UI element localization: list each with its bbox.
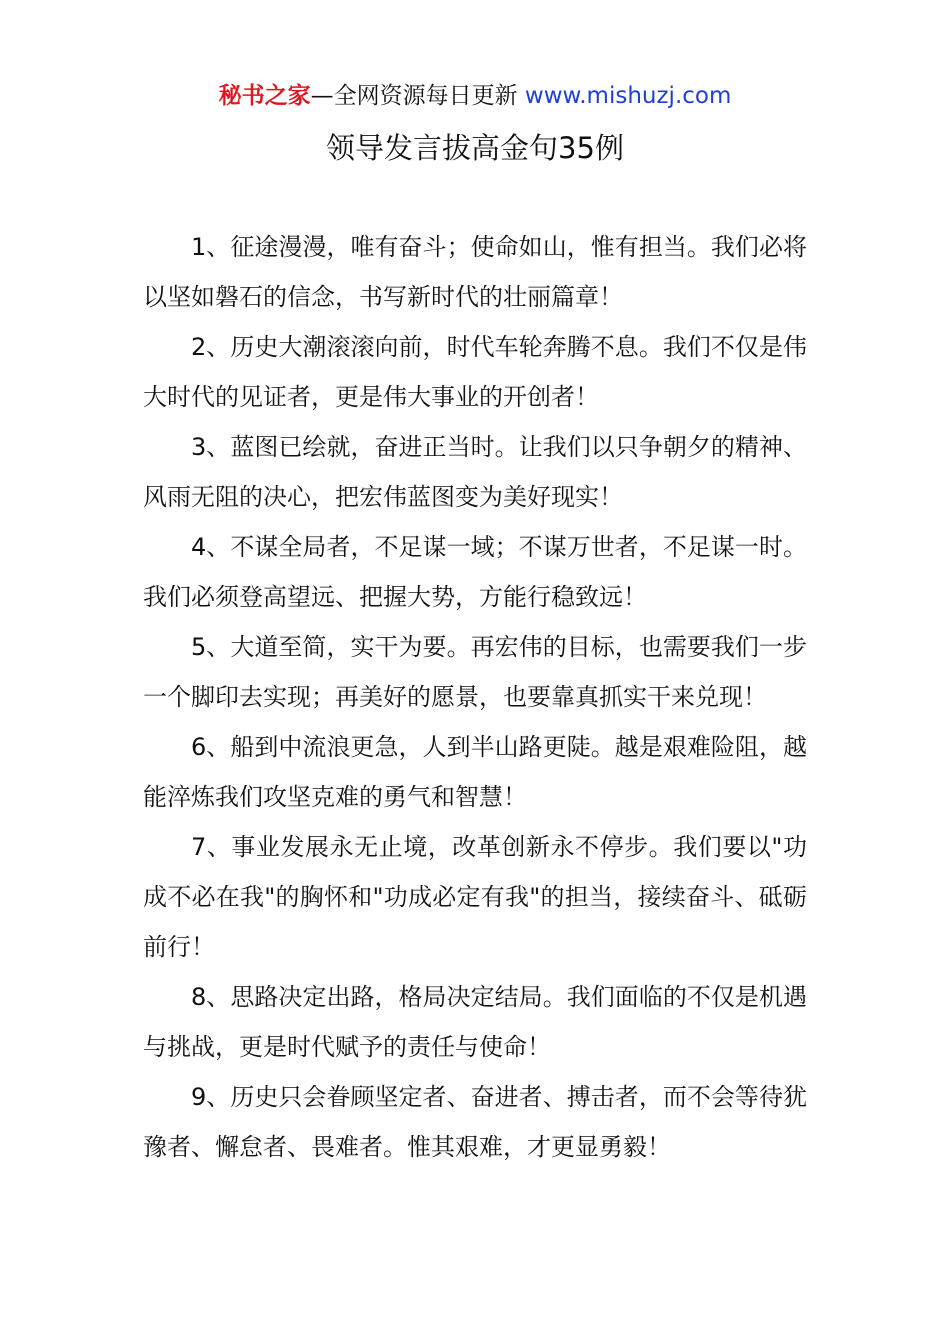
site-url[interactable]: www.mishuzj.com: [524, 83, 732, 109]
paragraph-9: 9、历史只会眷顾坚定者、奋进者、搏击者，而不会等待犹豫者、懈怠者、畏难者。惟其艰难，才更显勇毅！: [143, 1083, 807, 1161]
paragraph-8: 8、思路决定出路，格局决定结局。我们面临的不仅是机遇与挑战，更是时代赋予的责任与使命！: [143, 983, 807, 1061]
site-tagline: —全网资源每日更新: [310, 83, 525, 109]
document-body: [143, 222, 807, 1172]
paragraph-4: 4、不谋全局者，不足谋一域；不谋万世者，不足谋一时。我们必须登高望远、把握大势，方能行稳致远！: [143, 533, 807, 611]
paragraph-2: 2、历史大潮滚滚向前，时代车轮奔腾不息。我们不仅是伟大时代的见证者，更是伟大事业的开创者！: [143, 333, 807, 411]
paragraph-5: 5、大道至简，实干为要。再宏伟的目标，也需要我们一步一个脚印去实现；再美好的愿景，也要靠真抓实干来兑现！: [143, 633, 807, 711]
document-title: 领导发言拔高金句35例: [326, 131, 624, 165]
paragraph-6: 6、船到中流浪更急，人到半山路更陡。越是艰难险阻，越能淬炼我们攻坚克难的勇气和智慧！: [143, 733, 807, 811]
paragraph-1: 1、征途漫漫，唯有奋斗；使命如山，惟有担当。我们必将以坚如磐石的信念，书写新时代的壮丽篇章！: [143, 233, 807, 311]
paragraph-3: 3、蓝图已绘就，奋进正当时。让我们以只争朝夕的精神、风雨无阻的决心，把宏伟蓝图变为美好现实！: [143, 433, 807, 511]
paragraph-7: 7、事业发展永无止境，改革创新永不停步。我们要以"功成不必在我"的胸怀和"功成必定有我"的担当，接续奋斗、砥砺前行！: [143, 833, 807, 961]
site-header: [0, 80, 950, 112]
site-brand: 秘书之家: [218, 83, 311, 109]
